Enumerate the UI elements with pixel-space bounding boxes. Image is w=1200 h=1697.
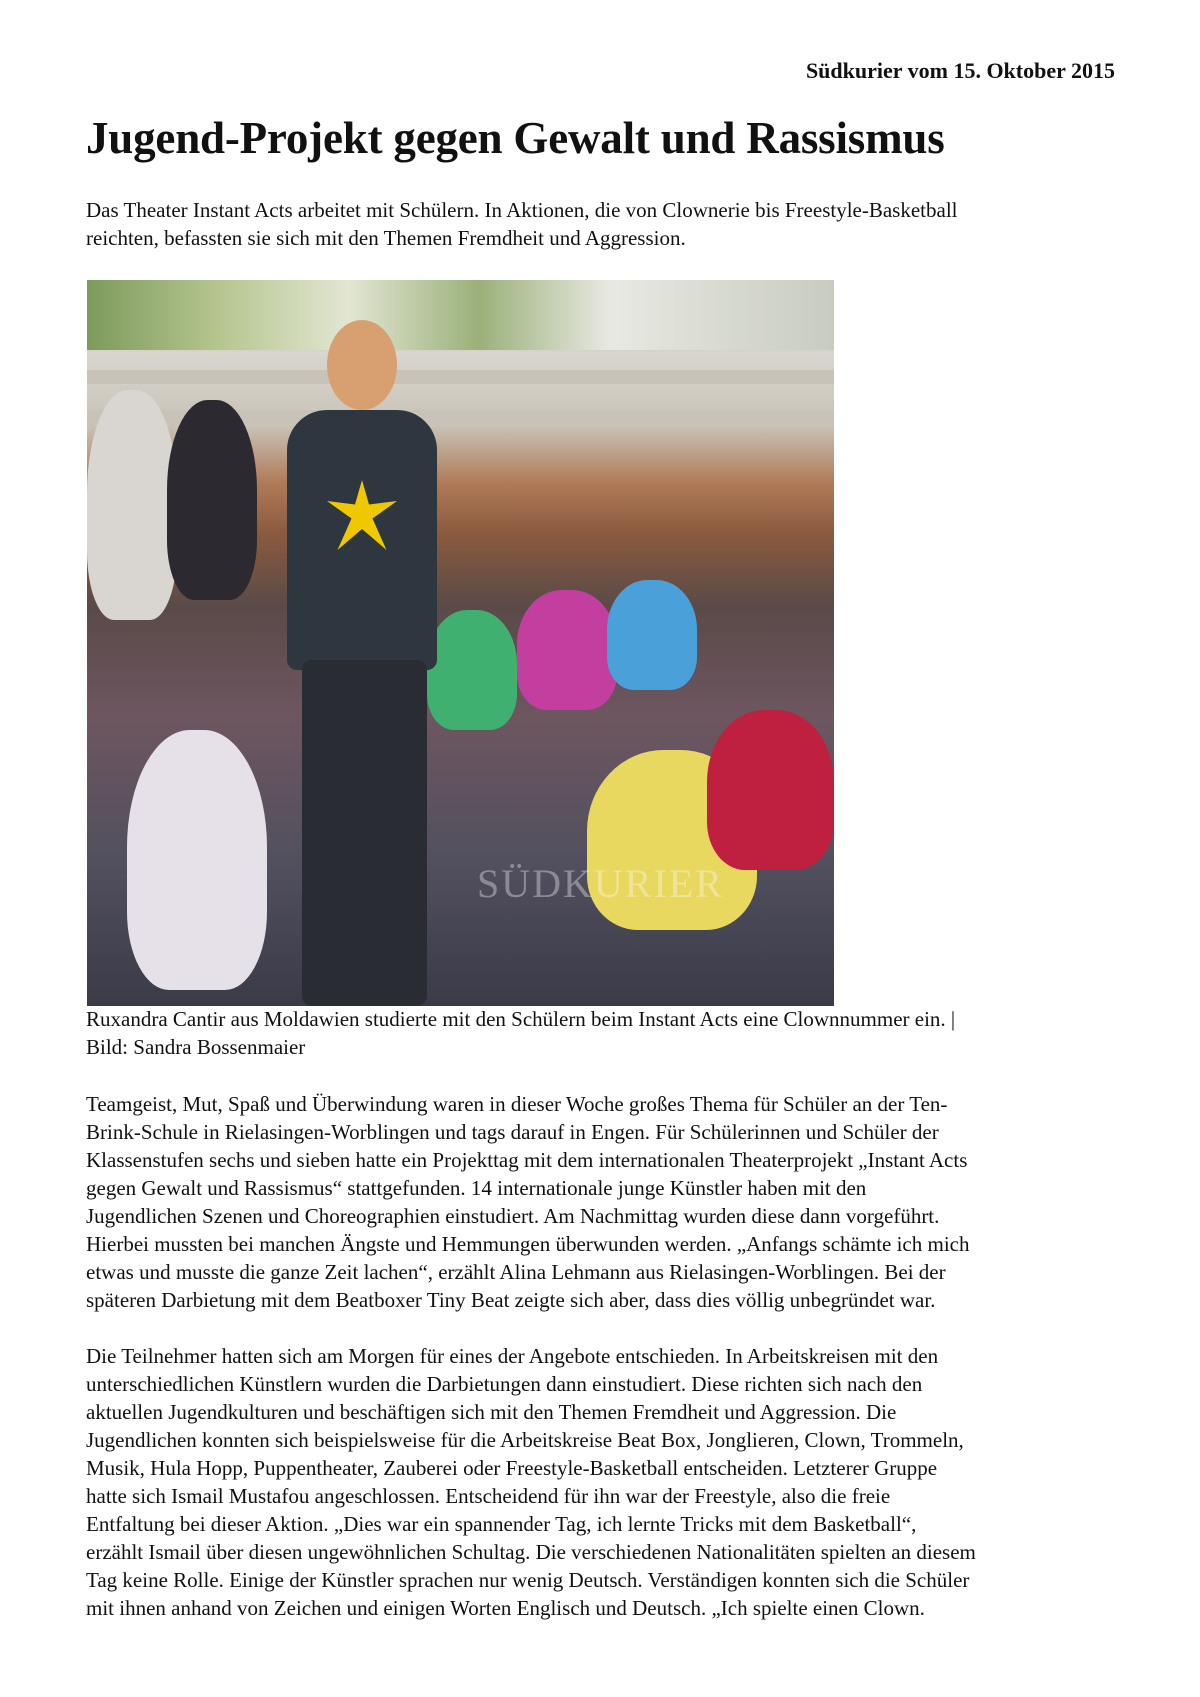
text-line: Bild: Sandra Bossenmaier (86, 1035, 306, 1059)
text-line: späteren Darbietung mit dem Beatboxer Tiny Beat zeigte sich aber, dass dies völlig unbegründet war. (86, 1288, 936, 1312)
article-paragraph-1 (86, 1090, 970, 1314)
text-line: Brink-Schule in Rielasingen-Worblingen und tags darauf in Engen. Für Schülerinnen und Schüler der (86, 1120, 939, 1144)
performer (287, 410, 437, 670)
article-photo (87, 280, 834, 1006)
text-line: Tag keine Rolle. Einige der Künstler sprachen nur wenig Deutsch. Verständigen konnten sich die Schüler (86, 1568, 970, 1592)
text-line: Jugendlichen Szenen und Choreographien einstudiert. Am Nachmittag wurden diese dann vorgeführt. (86, 1204, 940, 1228)
article-title: Jugend-Projekt gegen Gewalt und Rassismus (86, 113, 945, 163)
student (427, 610, 517, 730)
student (167, 400, 257, 600)
text-line: Jugendlichen konnten sich beispielsweise für die Arbeitskreise Beat Box, Jonglieren, Clown, Trommeln, (86, 1428, 964, 1452)
text-line: etwas und musste die ganze Zeit lachen“, erzählt Alina Lehmann aus Rielasingen-Worblingen. Bei der (86, 1260, 946, 1284)
text-line: Hierbei mussten bei manchen Ängste und Hemmungen überwunden werden. „Anfangs schämte ich mich (86, 1232, 970, 1256)
text-line: Die Teilnehmer hatten sich am Morgen für eines der Angebote entschieden. In Arbeitskreisen mit den (86, 1344, 939, 1368)
text-line: Musik, Hula Hopp, Puppentheater, Zauberei oder Freestyle-Basketball entscheiden. Letzterer Gruppe (86, 1456, 938, 1480)
watermark-logo: SÜDKURIER (477, 861, 724, 906)
article-intro (86, 196, 958, 252)
student (707, 710, 834, 870)
text-line: reichten, befassten sie sich mit den Themen Fremdheit und Aggression. (86, 226, 686, 250)
text-line: gegen Gewalt und Rassismus“ stattgefunden. 14 internationale junge Künstler haben mit den (86, 1176, 867, 1200)
student (607, 580, 697, 690)
text-line: Klassenstufen sechs und sieben hatte ein Projekttag mit dem internationalen Theaterprojekt „Instant Acts (86, 1148, 968, 1172)
performer-legs (302, 660, 427, 1006)
article-paragraph-2 (86, 1342, 976, 1622)
text-line: Ruxandra Cantir aus Moldawien studierte mit den Schülern beim Instant Acts eine Clownnummer ein. | (86, 1007, 956, 1031)
text-line: Teamgeist, Mut, Spaß und Überwindung waren in dieser Woche großes Thema für Schüler an der Ten- (86, 1092, 948, 1116)
bench (87, 370, 834, 384)
text-line: mit ihnen anhand von Zeichen und einigen Worten Englisch und Deutsch. „Ich spielte einen Clown. (86, 1596, 925, 1620)
text-line: erzählt Ismail über diesen ungewöhnlichen Schultag. Die verschiedenen Nationalitäten spielten an diesem (86, 1540, 976, 1564)
student (127, 730, 267, 990)
text-line: hatte sich Ismail Mustafou angeschlossen. Entscheidend für ihn war der Freestyle, also die freie (86, 1484, 891, 1508)
gym-window (87, 280, 834, 350)
text-line: unterschiedlichen Künstlern wurden die Darbietungen dann einstudiert. Diese richten sich nach den (86, 1372, 923, 1396)
publication-source-date: Südkurier vom 15. Oktober 2015 (805, 58, 1115, 83)
performer-head (327, 320, 397, 410)
photo-caption (86, 1005, 955, 1061)
student (87, 390, 177, 620)
text-line: Entfaltung bei dieser Aktion. „Dies war ein spannender Tag, ich lernte Tricks mit dem Basketball“, (86, 1512, 917, 1536)
text-line: aktuellen Jugendkulturen und beschäftigen sich mit den Themen Fremdheit und Aggression. Die (86, 1400, 897, 1424)
text-line: Das Theater Instant Acts arbeitet mit Schülern. In Aktionen, die von Clownerie bis Freestyle-Basketball (86, 198, 958, 222)
student (517, 590, 617, 710)
